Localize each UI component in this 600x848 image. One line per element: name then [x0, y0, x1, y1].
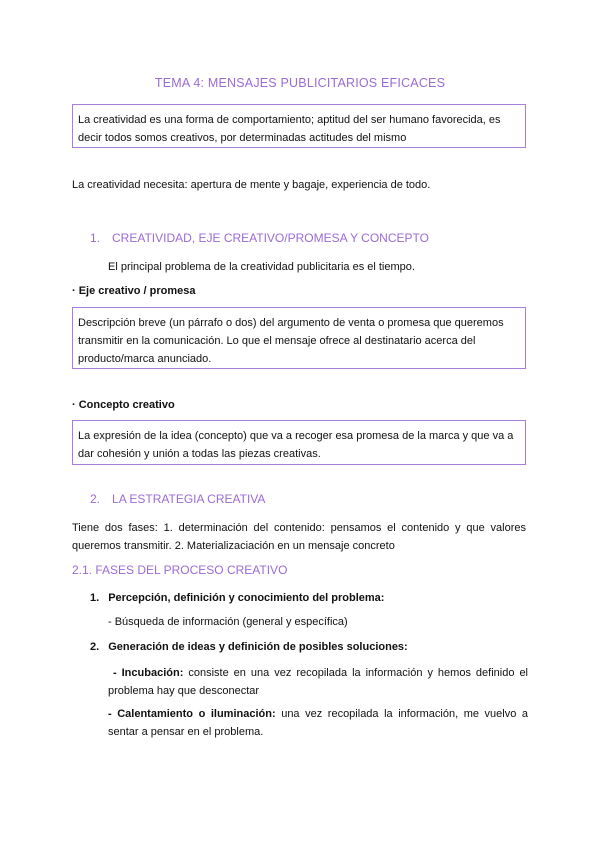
calentamiento-paragraph — [108, 705, 528, 741]
phase-1-subitem: - Búsqueda de información (general y específica) — [108, 616, 348, 628]
calentamiento-text: una vez recopilada la información, me vuelvo a sentar a pensar en el problema. — [108, 708, 529, 738]
incubacion-paragraph — [108, 664, 528, 700]
section-2-1-heading: 2.1. FASES DEL PROCESO CREATIVO — [72, 563, 288, 577]
section-2-text: Tiene dos fases: 1. determinación del contenido: pensamos el contenido y que valores queremos transmitir. 2. Materializaciación en un mensaje concreto — [72, 522, 526, 552]
intro-definition-text: La creatividad es una forma de comportamiento; aptitud del ser humano favorecida, es decir todos somos creativos, por determinadas actitudes del mismo — [78, 114, 501, 144]
section-2-title: LA ESTRATEGIA CREATIVA — [112, 492, 266, 506]
section-1-number: 1. — [90, 231, 101, 245]
phase-2-item — [90, 638, 530, 656]
eje-creativo-text: Descripción breve (un párrafo o dos) del argumento de venta o promesa que queremos transmitir en la comunicación. Lo que el mensaje ofrece al destinatario acerca del producto/marca anunciado. — [78, 317, 504, 365]
incubacion-text: consiste en una vez recopilada la información y hemos definido el problema hay que desconectar — [108, 667, 529, 697]
intro-line: La creatividad necesita: apertura de mente y bagaje, experiencia de todo. — [72, 179, 431, 191]
concepto-creativo-box — [72, 420, 526, 465]
eje-creativo-label: · Eje creativo / promesa — [72, 285, 196, 297]
phase-2-title: Generación de ideas y definición de posibles soluciones: — [108, 641, 408, 653]
phase-1-title: Percepción, definición y conocimiento del problema: — [108, 592, 385, 604]
section-1-title: CREATIVIDAD, EJE CREATIVO/PROMESA Y CONCEPTO — [112, 231, 429, 245]
page-title: TEMA 4: MENSAJES PUBLICITARIOS EFICACES — [154, 76, 446, 90]
incubacion-label: - Incubación: — [108, 667, 184, 679]
section-2-number: 2. — [90, 492, 101, 506]
section-1-text: El principal problema de la creatividad publicitaria es el tiempo. — [108, 261, 415, 273]
phase-1-number: 1. — [90, 592, 100, 604]
concepto-creativo-text: La expresión de la idea (concepto) que va a recoger esa promesa de la marca y que va a dar cohesión y unión a todas las piezas creativas. — [78, 430, 514, 460]
phase-2-number: 2. — [90, 641, 100, 653]
intro-definition-box — [72, 104, 526, 148]
concepto-creativo-label: · Concepto creativo — [72, 399, 175, 411]
phase-1-item — [90, 589, 530, 607]
section-2-heading — [90, 492, 530, 506]
section-1-heading — [90, 231, 530, 245]
eje-creativo-box — [72, 307, 526, 369]
calentamiento-label: - Calentamiento o iluminación: — [108, 708, 276, 720]
